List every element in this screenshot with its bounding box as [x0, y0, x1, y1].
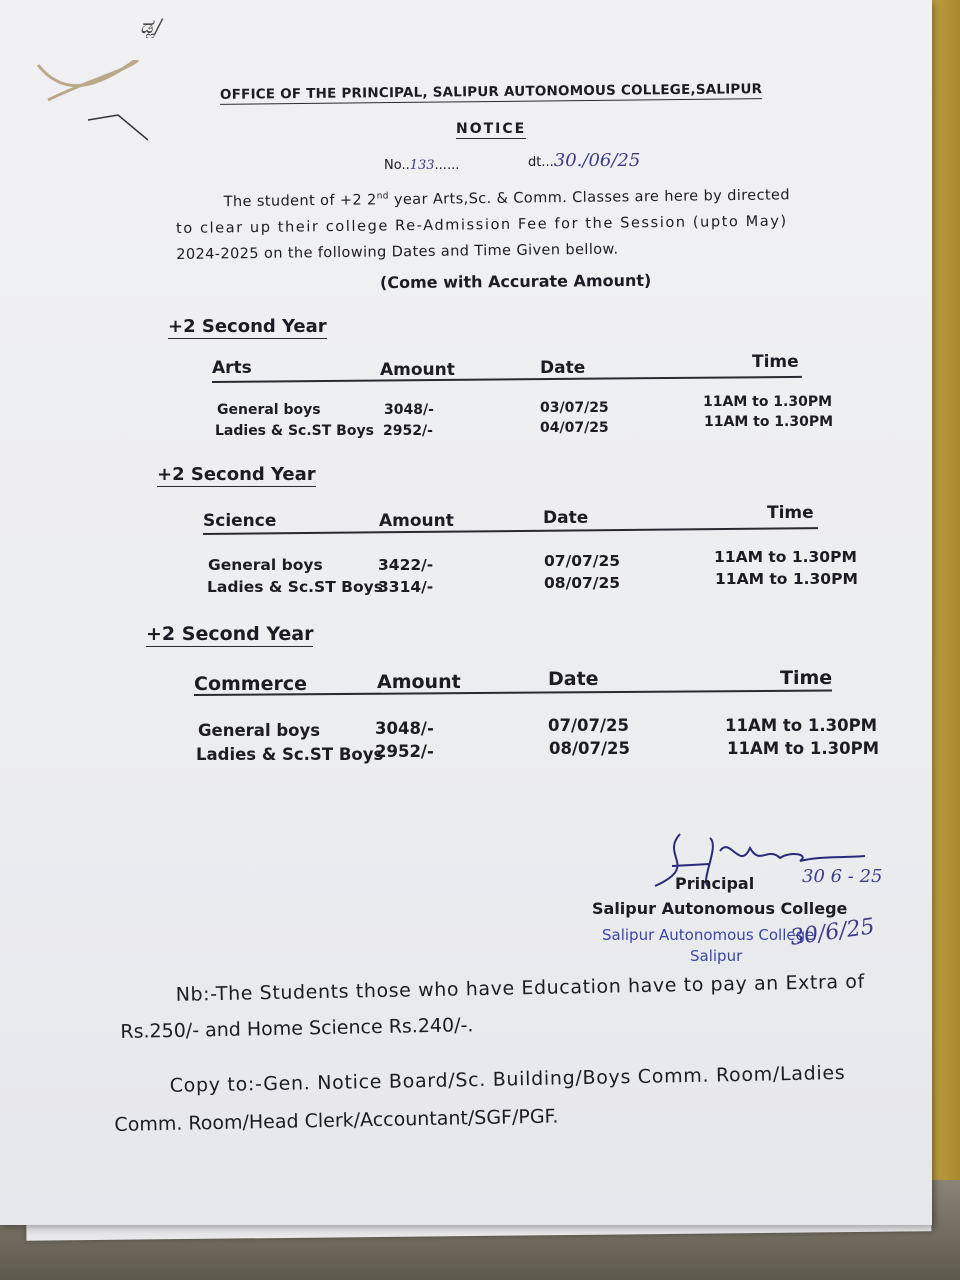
- notice-number-dots: ......: [434, 158, 460, 173]
- notice-number: [384, 158, 459, 173]
- nb-note: [120, 963, 896, 1049]
- come-with-note: (Come with Accurate Amount): [379, 270, 652, 293]
- notice-date-label: dt...: [528, 155, 554, 170]
- table-cell-category: General boys: [217, 402, 321, 418]
- table-cell-category: Ladies & Sc.ST Boys: [215, 423, 374, 439]
- intro-line-1: The student of +2 2nd year Arts,Sc. & Comm. Classes are here by directed: [223, 187, 791, 211]
- time-header: Time: [752, 352, 799, 372]
- corner-handwritten-mark: ಡ್ಲ/: [140, 14, 162, 38]
- stream-commerce: Commerce: [194, 673, 307, 695]
- nb-line-1: Nb:-The Students those who have Education have to pay an Extra of: [175, 970, 865, 1006]
- notice-heading: NOTICE: [456, 121, 527, 137]
- table-cell-category: Ladies & Sc.ST Boys: [196, 745, 384, 764]
- intro-line-2: to clear up their college Re-Admission Fee for the Session (upto May): [175, 213, 788, 237]
- date-header: Date: [548, 668, 599, 690]
- notice-date: [528, 150, 640, 171]
- amount-header: Amount: [379, 511, 454, 531]
- office-title: OFFICE OF THE PRINCIPAL, SALIPUR AUTONOMOUS COLLEGE,SALIPUR: [219, 81, 763, 103]
- header-rule: [212, 376, 802, 383]
- principal-label: Principal: [675, 874, 755, 893]
- section-title-arts: +2 Second Year: [168, 316, 327, 337]
- table-cell-time: 11AM to 1.30PM: [703, 394, 833, 410]
- stream-science: Science: [203, 511, 277, 531]
- table-cell-time: 11AM to 1.30PM: [725, 716, 878, 735]
- tag-string: [28, 60, 148, 180]
- table-cell-time: 11AM to 1.30PM: [714, 548, 857, 566]
- stream-arts: Arts: [212, 358, 252, 378]
- table-cell-amount: 2952/-: [375, 742, 434, 761]
- table-cell-amount: 3314/-: [378, 578, 434, 596]
- notice-number-value: 133: [409, 158, 435, 173]
- amount-header: Amount: [380, 360, 455, 380]
- copy-line-2: Comm. Room/Head Clerk/Accountant/SGF/PGF.: [114, 1105, 559, 1136]
- notice-number-label: No..: [384, 158, 410, 173]
- table-cell-category: Ladies & Sc.ST Boys: [207, 578, 383, 596]
- college-name: Salipur Autonomous College: [592, 899, 848, 918]
- table-cell-amount: 3048/-: [384, 402, 434, 418]
- header-rule: [203, 527, 818, 534]
- signature-date: 30 6 - 25: [802, 866, 883, 887]
- copy-to-note: [114, 1053, 892, 1143]
- date-header: Date: [543, 508, 589, 528]
- table-cell-category: General boys: [198, 721, 321, 740]
- table-cell-time: 11AM to 1.30PM: [715, 570, 858, 588]
- table-cell-time: 11AM to 1.30PM: [727, 739, 880, 758]
- notice-date-value: 30./06/25: [553, 150, 641, 171]
- intro-paragraph: [176, 178, 827, 268]
- section-title-commerce: +2 Second Year: [146, 623, 314, 645]
- intro-line-3: 2024-2025 on the following Dates and Time Given bellow.: [176, 241, 619, 263]
- stamp-handwritten-date: 30/6/25: [788, 914, 877, 951]
- table-cell-category: General boys: [208, 556, 323, 574]
- time-header: Time: [780, 667, 833, 689]
- nb-line-2: Rs.250/- and Home Science Rs.240/-.: [120, 1014, 474, 1043]
- date-header: Date: [540, 358, 586, 378]
- table-cell-amount: 3422/-: [378, 556, 434, 574]
- table-cell-amount: 3048/-: [375, 719, 434, 738]
- table-cell-date: 08/07/25: [544, 574, 621, 592]
- stamp-line-1: Salipur Autonomous College: [602, 926, 815, 944]
- table-cell-amount: 2952/-: [383, 423, 433, 439]
- table-cell-date: 04/07/25: [540, 420, 609, 436]
- section-title-science: +2 Second Year: [157, 464, 316, 485]
- amount-header: Amount: [377, 671, 461, 693]
- table-cell-time: 11AM to 1.30PM: [704, 414, 834, 430]
- time-header: Time: [767, 503, 814, 523]
- table-cell-date: 07/07/25: [544, 552, 621, 570]
- stamp-line-2: Salipur: [690, 947, 743, 965]
- table-cell-date: 07/07/25: [548, 716, 629, 735]
- copy-line-1: Copy to:-Gen. Notice Board/Sc. Building/Boys Comm. Room/Ladies: [169, 1061, 846, 1097]
- table-cell-date: 03/07/25: [540, 400, 609, 416]
- table-cell-date: 08/07/25: [549, 739, 630, 758]
